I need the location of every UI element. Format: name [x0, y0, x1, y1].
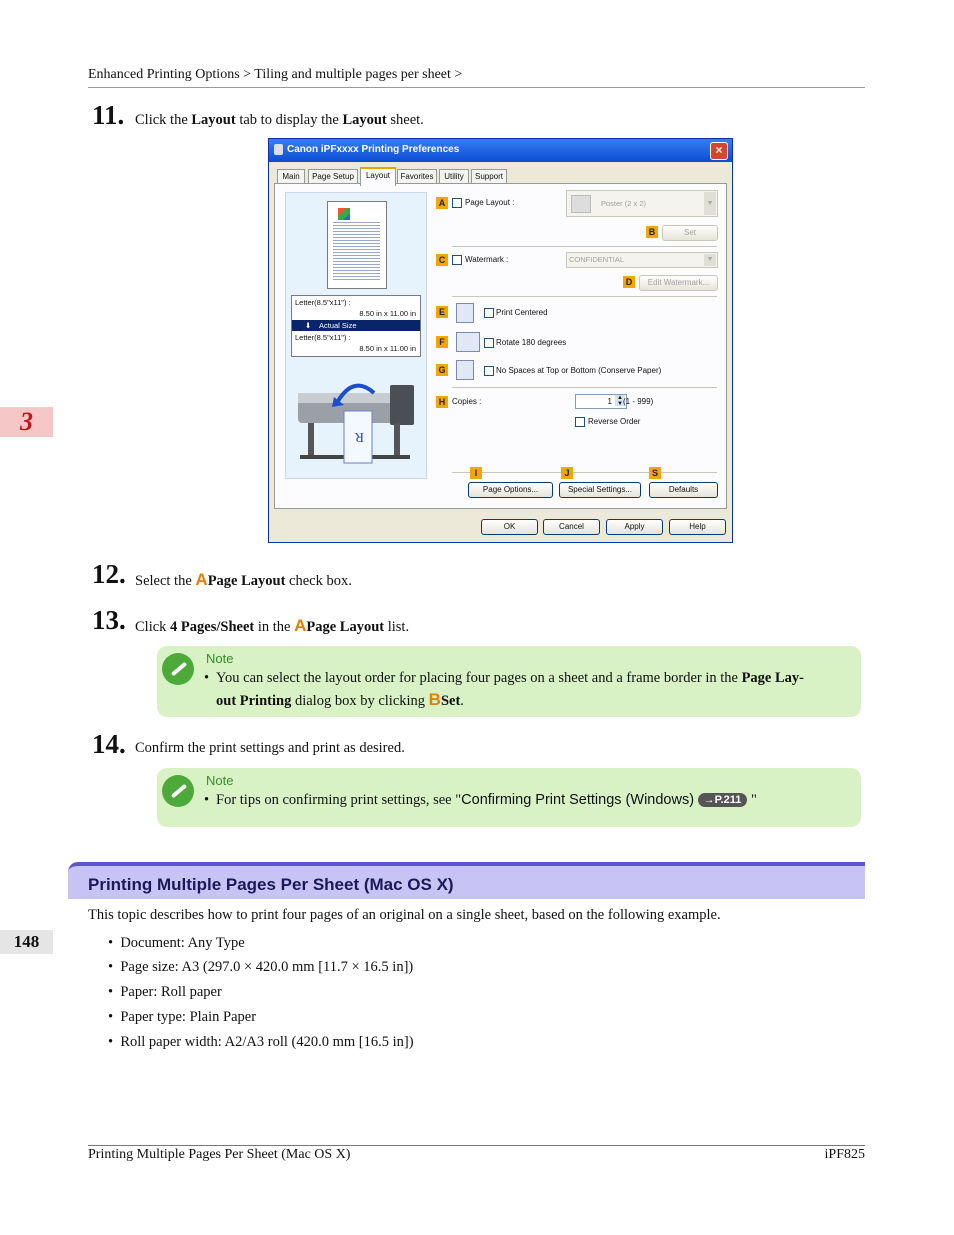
page-thumbnail — [327, 201, 387, 289]
poster-layout-icon — [571, 195, 591, 213]
note-box — [157, 768, 861, 827]
spin-arrows-icon[interactable]: ▲ ▼ — [615, 395, 625, 406]
printer-icon — [274, 144, 283, 155]
print-centered-checkbox[interactable] — [484, 308, 494, 318]
note-label: Note — [206, 773, 234, 788]
rotate-checkbox[interactable] — [484, 338, 494, 348]
label-g: G — [436, 364, 448, 376]
label-c: C — [436, 254, 448, 266]
breadcrumb: Enhanced Printing Options > Tiling and multiple pages per sheet > — [88, 67, 463, 82]
actual-size-row: ⬇ Actual Size — [292, 320, 420, 331]
rotate-label: Rotate 180 degrees — [496, 338, 567, 347]
pencil-note-icon — [162, 653, 194, 685]
rotate-icon — [456, 332, 480, 352]
list-item: • Paper: Roll paper — [108, 984, 222, 1000]
copies-label: Copies : — [452, 397, 482, 406]
print-centered-label: Print Centered — [496, 308, 548, 317]
label-b: B — [646, 226, 658, 238]
page-options-button[interactable]: Page Options... — [468, 482, 553, 498]
no-spaces-icon — [456, 360, 474, 380]
printer-illustration-icon — [294, 371, 418, 466]
section-title: Printing Multiple Pages Per Sheet (Mac OS X) — [88, 875, 454, 894]
list-item: • Document: Any Type — [108, 935, 245, 951]
step-14-text: Confirm the print settings and print as desired. — [135, 740, 405, 756]
step-12-text: Select the APage Layout check box. — [135, 570, 352, 589]
tab-layout[interactable]: Layout — [360, 167, 396, 186]
special-settings-button[interactable]: Special Settings... — [559, 482, 641, 498]
edit-watermark-button[interactable]: Edit Watermark... — [639, 275, 718, 291]
footer-section-title: Printing Multiple Pages Per Sheet (Mac OS X) — [88, 1147, 351, 1162]
section-intro: This topic describes how to print four pages of an original on a single sheet, based on the following example. — [88, 907, 721, 923]
dialog-title: Canon iPFxxxx Printing Preferences — [287, 144, 460, 155]
step-12 — [92, 559, 126, 590]
label-e: E — [436, 306, 448, 318]
page-number-tab: 148 — [0, 930, 53, 954]
step-13-text: Click 4 Pages/Sheet in the APage Layout list. — [135, 616, 410, 635]
footer-model: iPF825 — [824, 1147, 865, 1162]
chapter-tab: 3 — [0, 407, 53, 437]
ok-button[interactable]: OK — [481, 519, 538, 535]
tab-favorites[interactable]: Favorites — [397, 169, 437, 184]
size-info-box: Letter(8.5"x11") : 8.50 in x 11.00 in ⬇ Actual Size Letter(8.5"x11") : 8.50 in x 11.00 in — [291, 295, 421, 357]
section-heading — [68, 862, 865, 899]
copies-range: (1 - 999) — [623, 397, 654, 406]
note-box — [157, 646, 861, 717]
watermark-checkbox[interactable] — [452, 255, 462, 265]
header-rule — [88, 87, 865, 88]
label-d: D — [623, 276, 635, 288]
down-arrow-icon: ⬇ — [305, 321, 312, 330]
preview-pane — [285, 192, 427, 479]
note-label: Note — [206, 651, 234, 666]
watermark-label: Watermark : — [465, 255, 509, 264]
label-j: J — [561, 467, 573, 479]
label-h: H — [436, 396, 448, 408]
step-11-text: Click the Layout tab to display the Layout sheet. — [135, 112, 424, 128]
label-a: A — [436, 197, 448, 209]
pencil-note-icon — [162, 775, 194, 807]
page-reference-badge[interactable]: →P.211 — [698, 793, 748, 807]
step-13 — [92, 605, 126, 636]
step-number: 11. — [92, 100, 125, 130]
label-i: I — [470, 467, 482, 479]
svg-text:R: R — [354, 429, 364, 444]
page-layout-label: Page Layout : — [465, 198, 515, 207]
print-centered-icon — [456, 303, 474, 323]
close-icon[interactable]: × — [710, 142, 728, 160]
label-f: F — [436, 336, 448, 348]
cancel-button[interactable]: Cancel — [543, 519, 600, 535]
step-number: 14. — [92, 729, 126, 759]
step-number: 12. — [92, 559, 126, 589]
copies-stepper[interactable]: 1 ▲ ▼ — [575, 394, 627, 409]
page-layout-select[interactable]: Poster (2 x 2) ▼ — [566, 190, 718, 217]
note-text: • For tips on confirming print settings, see "Confirming Print Settings (Windows) →P.211 " — [204, 792, 757, 808]
footer-rule — [88, 1145, 865, 1146]
list-item: • Roll paper width: A2/A3 roll (420.0 mm [16.5 in]) — [108, 1034, 414, 1050]
note-text: • You can select the layout order for placing four pages on a sheet and a frame border in the Page Lay- out Printing dialog box by clicking BSet. — [204, 670, 804, 709]
step-number: 13. — [92, 605, 126, 635]
reverse-order-label: Reverse Order — [588, 417, 641, 426]
defaults-button[interactable]: Defaults — [649, 482, 718, 498]
cross-reference-link[interactable]: Confirming Print Settings (Windows) — [461, 792, 695, 808]
tab-page-setup[interactable]: Page Setup — [308, 169, 358, 184]
tab-main[interactable]: Main — [277, 169, 305, 184]
chevron-down-icon: ▼ — [704, 192, 716, 215]
no-spaces-label: No Spaces at Top or Bottom (Conserve Paper) — [496, 366, 662, 375]
tab-utility[interactable]: Utility — [439, 169, 469, 184]
reverse-order-checkbox[interactable] — [575, 417, 585, 427]
chevron-down-icon: ▼ — [704, 254, 716, 266]
set-button[interactable]: Set — [662, 225, 718, 241]
list-item: • Paper type: Plain Paper — [108, 1009, 257, 1025]
printing-preferences-dialog — [268, 138, 733, 543]
page-layout-checkbox[interactable] — [452, 198, 462, 208]
step-14 — [92, 729, 126, 760]
label-s: S — [649, 467, 661, 479]
watermark-select[interactable]: CONFIDENTIAL ▼ — [566, 252, 718, 268]
no-spaces-checkbox[interactable] — [484, 366, 494, 376]
tab-support[interactable]: Support — [471, 169, 507, 184]
dialog-titlebar — [269, 139, 732, 162]
help-button[interactable]: Help — [669, 519, 726, 535]
apply-button[interactable]: Apply — [606, 519, 663, 535]
step-11 — [92, 100, 124, 131]
list-item: • Page size: A3 (297.0 × 420.0 mm [11.7 × 16.5 in]) — [108, 959, 414, 975]
layout-panel — [274, 183, 727, 509]
